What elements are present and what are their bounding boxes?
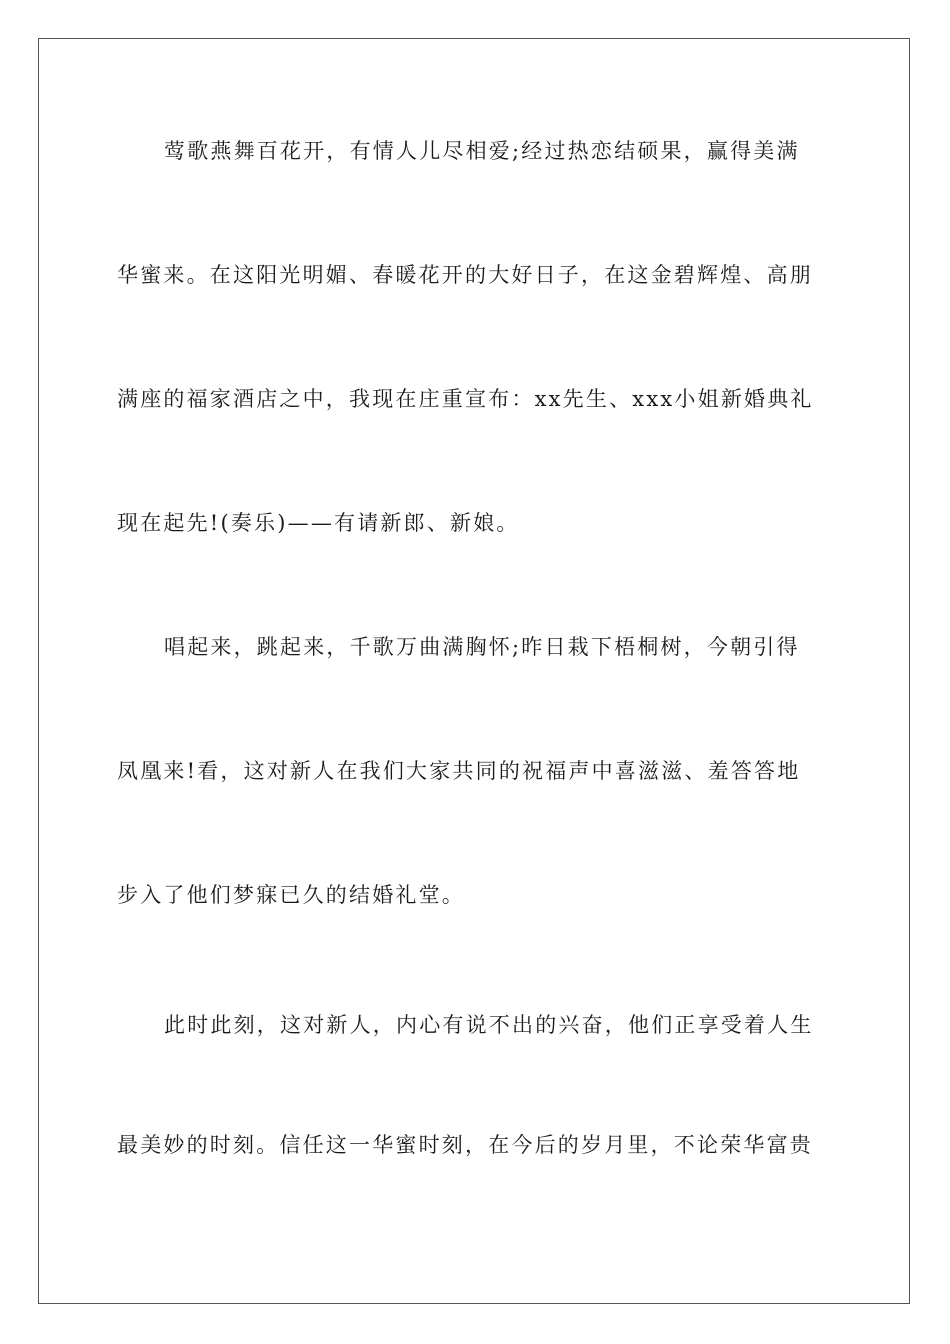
text-line: 步入了他们梦寐已久的结婚礼堂。 [117, 883, 465, 907]
text-line: 莺歌燕舞百花开，有情人儿尽相爱;经过热恋结硕果，赢得美满 [164, 139, 800, 163]
text-line: 满座的福家酒店之中，我现在庄重宣布：xx先生、xxx小姐新婚典礼 [117, 387, 814, 411]
text-line: 此时此刻，这对新人，内心有说不出的兴奋，他们正享受着人生 [164, 1013, 814, 1037]
text-line: 最美妙的时刻。信任这一华蜜时刻，在今后的岁月里，不论荣华富贵 [117, 1133, 813, 1157]
text-line: 华蜜来。在这阳光明媚、春暖花开的大好日子，在这金碧辉煌、高朋 [117, 263, 813, 287]
text-line: 现在起先!(奏乐)——有请新郎、新娘。 [117, 511, 520, 535]
text-line: 唱起来，跳起来，千歌万曲满胸怀;昨日栽下梧桐树，今朝引得 [164, 635, 800, 659]
text-line: 凤凰来!看，这对新人在我们大家共同的祝福声中喜滋滋、羞答答地 [117, 759, 801, 783]
page-border [38, 38, 910, 1304]
